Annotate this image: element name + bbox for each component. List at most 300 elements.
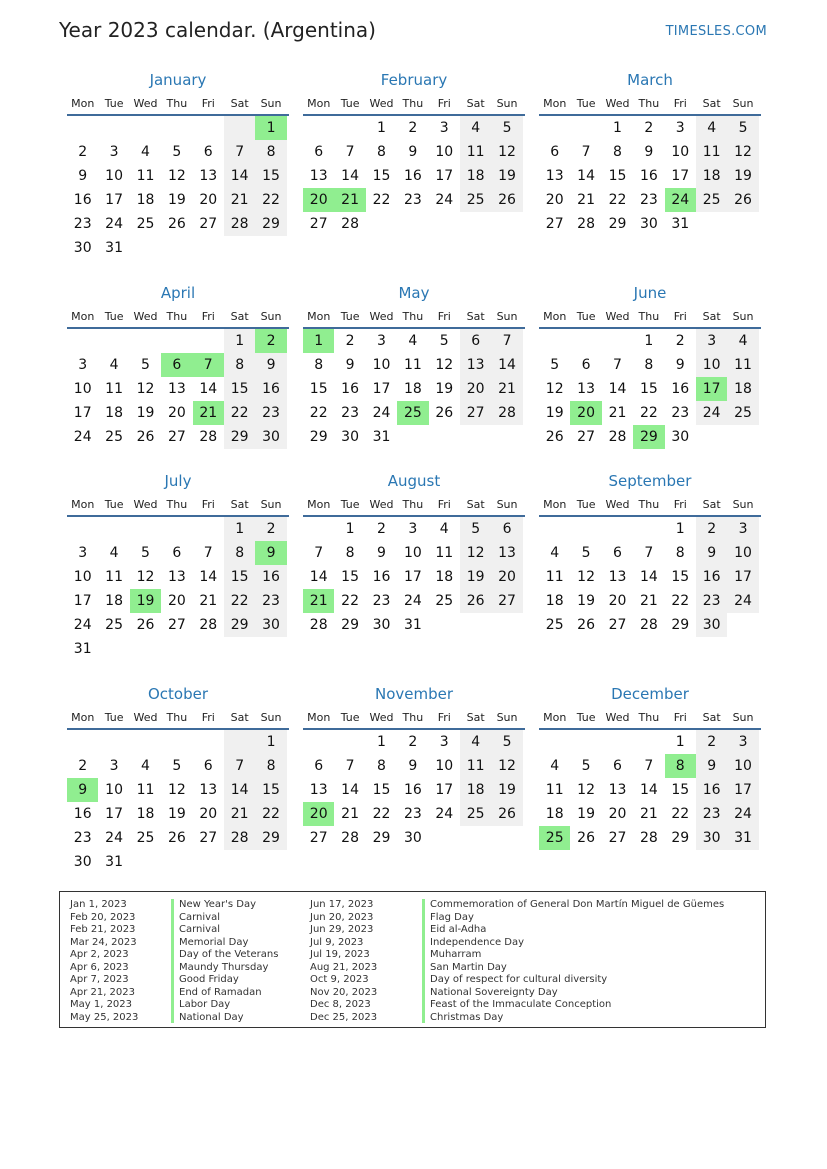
day-cell: 22 <box>224 401 255 425</box>
day-cell: 16 <box>403 782 422 798</box>
day-cell: 3 <box>727 730 758 754</box>
day-cell-empty <box>539 730 570 754</box>
day-cell-empty <box>224 850 255 874</box>
day-cell-empty <box>303 730 334 754</box>
day-cell-empty <box>224 730 255 754</box>
weekday-label: Fri <box>437 96 451 110</box>
day-cell: 12 <box>136 381 155 397</box>
day-cell: 19 <box>435 381 454 397</box>
legend-bar-right <box>422 899 425 1023</box>
holiday-day-cell: 21 <box>193 401 224 425</box>
day-cell: 4 <box>727 329 758 353</box>
day-cell: 19 <box>491 164 522 188</box>
day-cell: 14 <box>608 381 627 397</box>
day-cell: 26 <box>545 429 564 445</box>
day-cell-empty <box>161 637 192 661</box>
legend-holiday-name: Flag Day <box>430 911 474 923</box>
day-cell-empty <box>727 212 758 236</box>
day-cell: 11 <box>435 545 454 561</box>
day-cell: 12 <box>577 569 595 585</box>
day-cell: 19 <box>577 593 595 609</box>
holiday-day-cell: 25 <box>539 826 570 850</box>
day-cell: 4 <box>460 730 491 754</box>
day-cell: 17 <box>73 593 92 609</box>
weekday-label: Sun <box>732 309 754 323</box>
weekday-label: Sat <box>230 710 249 724</box>
day-cell: 26 <box>460 589 491 613</box>
weekday-label: Tue <box>340 309 360 323</box>
day-cell: 3 <box>109 758 119 774</box>
day-cell: 6 <box>613 758 622 774</box>
day-cell: 18 <box>460 778 491 802</box>
day-cell: 18 <box>545 593 564 609</box>
legend-date: Feb 21, 2023 <box>70 924 136 935</box>
day-cell: 21 <box>639 806 658 822</box>
day-cell-empty <box>460 212 491 236</box>
weekday-label: Fri <box>201 309 215 323</box>
month-name: April <box>160 284 196 302</box>
holiday-day-cell: 24 <box>665 188 696 212</box>
day-cell: 1 <box>345 521 355 537</box>
weekday-label: Sun <box>260 710 282 724</box>
day-cell: 12 <box>577 782 595 798</box>
day-cell: 5 <box>491 116 522 140</box>
day-cell: 5 <box>439 333 449 349</box>
day-cell: 23 <box>696 802 727 826</box>
holiday-day-cell: 29 <box>633 425 664 449</box>
day-cell-empty <box>67 730 98 754</box>
weekday-label: Mon <box>543 309 567 323</box>
day-cell: 11 <box>105 381 123 397</box>
day-cell: 6 <box>460 329 491 353</box>
day-cell: 23 <box>403 192 422 208</box>
holiday-day-cell: 8 <box>665 754 696 778</box>
weekday-label: Thu <box>402 309 424 323</box>
day-cell: 12 <box>545 381 564 397</box>
day-cell: 5 <box>581 545 591 561</box>
legend-holiday-name: Good Friday <box>179 974 239 985</box>
day-cell: 25 <box>727 401 758 425</box>
month-name: July <box>164 472 192 490</box>
day-cell: 4 <box>109 545 119 561</box>
day-cell: 6 <box>581 357 591 373</box>
day-cell: 22 <box>671 806 690 822</box>
day-cell: 3 <box>109 144 119 160</box>
legend-date: Apr 2, 2023 <box>70 949 129 960</box>
holiday-day-cell: 20 <box>570 401 601 425</box>
day-cell: 14 <box>491 353 522 377</box>
legend-date: Jun 29, 2023 <box>310 924 374 935</box>
day-grid <box>539 116 759 236</box>
day-cell: 24 <box>435 192 454 208</box>
weekday-label: Wed <box>133 96 158 110</box>
day-cell: 24 <box>105 216 123 232</box>
day-cell: 30 <box>639 216 658 232</box>
day-cell: 18 <box>545 806 564 822</box>
weekday-label: Tue <box>576 710 596 724</box>
day-cell: 11 <box>105 569 123 585</box>
day-cell-empty <box>130 236 161 260</box>
day-cell: 8 <box>613 144 622 160</box>
weekday-label: Tue <box>576 96 596 110</box>
day-grid <box>539 329 759 449</box>
legend-holiday-name: Carnival <box>179 911 220 923</box>
day-cell: 5 <box>550 357 560 373</box>
day-cell: 22 <box>639 405 658 421</box>
day-cell: 24 <box>727 589 758 613</box>
day-cell: 4 <box>696 116 727 140</box>
day-cell: 20 <box>167 405 186 421</box>
weekday-label: Mon <box>71 309 95 323</box>
weekday-header <box>67 493 289 517</box>
day-cell-empty <box>429 212 460 236</box>
day-cell: 5 <box>460 517 491 541</box>
weekday-label: Tue <box>104 710 124 724</box>
month-name: November <box>374 685 454 703</box>
day-cell: 7 <box>581 144 591 160</box>
day-cell: 5 <box>172 758 182 774</box>
day-cell: 24 <box>435 806 454 822</box>
weekday-label: Sat <box>466 96 485 110</box>
day-cell: 27 <box>608 617 627 633</box>
day-cell: 25 <box>435 593 454 609</box>
day-cell: 21 <box>491 377 522 401</box>
weekday-label: Sat <box>702 497 721 511</box>
day-cell: 22 <box>372 192 391 208</box>
day-cell: 7 <box>491 329 522 353</box>
day-grid <box>539 730 759 850</box>
weekday-label: Thu <box>402 497 424 511</box>
day-cell: 23 <box>372 593 391 609</box>
day-cell: 16 <box>73 192 92 208</box>
day-cell: 6 <box>203 758 213 774</box>
day-grid <box>67 329 287 449</box>
day-cell: 16 <box>341 381 359 397</box>
day-cell: 2 <box>696 730 727 754</box>
day-cell: 21 <box>639 593 658 609</box>
day-cell: 17 <box>73 405 92 421</box>
day-cell: 13 <box>608 569 627 585</box>
holiday-day-cell: 20 <box>303 188 334 212</box>
weekday-label: Wed <box>605 96 630 110</box>
day-cell: 15 <box>224 565 255 589</box>
day-cell: 27 <box>167 429 186 445</box>
day-cell: 15 <box>341 569 359 585</box>
day-grid <box>303 517 523 637</box>
day-cell: 27 <box>167 617 186 633</box>
weekday-label: Tue <box>340 497 360 511</box>
holiday-day-cell: 1 <box>303 329 334 353</box>
weekday-label: Sat <box>702 309 721 323</box>
holiday-day-cell: 2 <box>255 329 286 353</box>
day-cell: 13 <box>167 569 186 585</box>
day-cell: 13 <box>309 168 328 184</box>
day-cell: 9 <box>408 144 418 160</box>
day-cell-empty <box>429 613 460 637</box>
day-cell: 30 <box>73 240 92 256</box>
day-cell: 18 <box>136 806 155 822</box>
day-cell: 23 <box>696 589 727 613</box>
day-cell: 2 <box>255 517 286 541</box>
weekday-label: Thu <box>638 710 660 724</box>
day-cell-empty <box>397 425 428 449</box>
day-cell: 1 <box>224 329 255 353</box>
day-cell: 9 <box>408 758 418 774</box>
day-cell: 2 <box>377 521 386 537</box>
legend-date: Jun 20, 2023 <box>310 911 374 923</box>
weekday-label: Mon <box>543 497 567 511</box>
day-cell: 22 <box>608 192 627 208</box>
day-cell-empty <box>491 613 522 637</box>
day-cell-empty <box>130 116 161 140</box>
day-cell: 9 <box>78 168 88 184</box>
month-june <box>539 283 761 449</box>
day-cell: 23 <box>341 405 359 421</box>
day-cell: 26 <box>491 188 522 212</box>
day-cell: 23 <box>403 806 422 822</box>
day-cell: 7 <box>224 754 255 778</box>
legend-date: Apr 21, 2023 <box>70 986 136 998</box>
day-cell: 25 <box>696 188 727 212</box>
day-cell: 12 <box>491 140 522 164</box>
day-cell: 24 <box>73 617 92 633</box>
day-cell: 10 <box>727 541 758 565</box>
legend-dates-left <box>70 899 138 1024</box>
day-grid <box>303 730 523 850</box>
legend-holiday-name: National Sovereignty Day <box>430 986 558 998</box>
day-cell-empty <box>255 637 286 661</box>
day-cell: 2 <box>675 333 685 349</box>
day-cell-empty <box>67 116 98 140</box>
day-cell: 8 <box>377 144 386 160</box>
legend-holiday-name: End of Ramadan <box>179 986 262 998</box>
holiday-day-cell: 9 <box>255 541 286 565</box>
day-cell: 31 <box>727 826 758 850</box>
weekday-header <box>67 706 289 730</box>
day-cell: 21 <box>608 405 627 421</box>
day-cell: 11 <box>136 168 155 184</box>
weekday-label: Tue <box>576 497 596 511</box>
weekday-label: Fri <box>437 497 451 511</box>
day-cell: 28 <box>309 617 328 633</box>
day-cell: 29 <box>608 216 627 232</box>
day-cell: 1 <box>377 734 386 750</box>
day-cell: 29 <box>671 830 690 846</box>
day-cell: 9 <box>377 545 386 561</box>
day-cell: 22 <box>372 806 391 822</box>
day-cell: 15 <box>255 778 286 802</box>
weekday-label: Wed <box>369 96 394 110</box>
holiday-day-cell: 7 <box>193 353 224 377</box>
day-cell: 16 <box>639 168 658 184</box>
day-cell: 16 <box>372 569 391 585</box>
weekday-label: Sat <box>230 497 249 511</box>
day-cell: 6 <box>314 144 324 160</box>
weekday-label: Tue <box>576 309 596 323</box>
day-cell: 10 <box>73 569 92 585</box>
day-cell: 17 <box>372 381 391 397</box>
legend-holiday-name: New Year's Day <box>179 899 257 910</box>
legend-holiday-name: Maundy Thursday <box>179 961 269 973</box>
weekday-label: Sun <box>732 710 754 724</box>
day-grid <box>67 517 287 661</box>
day-cell: 28 <box>199 429 218 445</box>
day-cell-empty <box>303 116 334 140</box>
day-cell-empty <box>193 116 224 140</box>
month-december <box>539 684 761 850</box>
day-cell: 20 <box>491 565 522 589</box>
day-cell: 30 <box>255 613 286 637</box>
day-cell: 29 <box>224 613 255 637</box>
day-cell-empty <box>429 826 460 850</box>
day-cell: 17 <box>105 192 123 208</box>
day-cell: 2 <box>345 333 355 349</box>
day-cell: 16 <box>73 806 92 822</box>
day-cell: 31 <box>403 617 422 633</box>
day-cell-empty <box>460 613 491 637</box>
weekday-label: Thu <box>402 96 424 110</box>
day-cell: 10 <box>727 754 758 778</box>
holiday-day-cell: 21 <box>303 589 334 613</box>
day-cell: 15 <box>372 782 391 798</box>
month-name: December <box>611 685 689 703</box>
day-cell: 19 <box>577 806 595 822</box>
day-cell: 28 <box>491 401 522 425</box>
day-cell: 13 <box>608 782 627 798</box>
day-cell: 29 <box>372 830 391 846</box>
day-cell: 15 <box>608 168 627 184</box>
day-cell: 9 <box>696 541 727 565</box>
day-cell: 11 <box>696 140 727 164</box>
weekday-label: Tue <box>340 96 360 110</box>
weekday-label: Mon <box>71 710 95 724</box>
day-cell: 1 <box>224 517 255 541</box>
day-cell: 9 <box>696 754 727 778</box>
legend-date: Nov 20, 2023 <box>310 986 378 998</box>
day-cell-empty <box>130 850 161 874</box>
day-cell: 22 <box>309 405 328 421</box>
day-cell: 14 <box>341 168 359 184</box>
legend-date: May 1, 2023 <box>70 999 133 1010</box>
day-cell-empty <box>460 425 491 449</box>
day-cell: 11 <box>403 357 422 373</box>
weekday-header <box>539 706 761 730</box>
weekday-header <box>67 305 289 329</box>
weekday-label: Sat <box>230 309 249 323</box>
day-cell-empty <box>193 236 224 260</box>
month-name: January <box>149 71 207 89</box>
day-cell: 18 <box>136 192 155 208</box>
weekday-label: Sat <box>702 96 721 110</box>
day-cell: 26 <box>435 405 454 421</box>
day-cell: 25 <box>460 802 491 826</box>
day-cell-empty <box>193 637 224 661</box>
day-cell: 30 <box>372 617 391 633</box>
weekday-label: Sun <box>496 309 518 323</box>
day-cell: 1 <box>255 730 286 754</box>
holiday-day-cell: 25 <box>397 401 428 425</box>
weekday-label: Thu <box>638 309 660 323</box>
day-cell: 25 <box>460 188 491 212</box>
legend-holiday-name: Labor Day <box>179 999 231 1010</box>
month-name: June <box>633 284 667 302</box>
day-cell: 19 <box>167 806 186 822</box>
weekday-label: Tue <box>340 710 360 724</box>
weekday-header <box>303 706 525 730</box>
weekday-label: Sat <box>466 710 485 724</box>
day-cell: 12 <box>435 357 454 373</box>
legend-holiday-name: National Day <box>179 1011 244 1023</box>
day-cell: 16 <box>696 778 727 802</box>
legend-holiday-name: Commemoration of General Don Martín Miguel de Güemes <box>430 899 725 910</box>
day-cell-empty <box>334 730 365 754</box>
day-cell: 29 <box>224 425 255 449</box>
day-cell-empty <box>570 329 601 353</box>
month-january <box>67 70 289 260</box>
day-cell: 6 <box>613 545 622 561</box>
day-cell: 16 <box>696 565 727 589</box>
day-cell-empty <box>161 850 192 874</box>
month-august <box>303 471 525 637</box>
month-may <box>303 283 525 449</box>
day-cell: 8 <box>314 357 324 373</box>
day-cell: 14 <box>224 778 255 802</box>
weekday-label: Sun <box>496 497 518 511</box>
day-cell: 19 <box>136 405 155 421</box>
day-grid <box>539 517 759 637</box>
day-cell-empty <box>67 329 98 353</box>
day-cell: 27 <box>577 429 595 445</box>
day-cell-empty <box>570 730 601 754</box>
site-link[interactable]: TIMESLES.COM <box>665 24 767 39</box>
day-grid <box>303 116 523 236</box>
day-cell: 17 <box>671 168 690 184</box>
weekday-label: Mon <box>307 309 331 323</box>
weekday-label: Thu <box>638 96 660 110</box>
month-name: May <box>398 284 430 302</box>
day-cell: 26 <box>136 429 155 445</box>
day-cell-empty <box>224 116 255 140</box>
day-cell: 15 <box>255 164 286 188</box>
month-july <box>67 471 289 661</box>
day-cell: 14 <box>639 782 658 798</box>
day-cell: 8 <box>255 754 286 778</box>
day-cell-empty <box>570 116 601 140</box>
weekday-label: Fri <box>437 309 451 323</box>
day-cell: 5 <box>727 116 758 140</box>
day-cell: 27 <box>199 830 218 846</box>
weekday-label: Fri <box>673 309 687 323</box>
day-cell: 18 <box>105 593 123 609</box>
day-cell: 27 <box>199 216 218 232</box>
day-cell: 6 <box>491 517 522 541</box>
day-cell: 8 <box>644 357 654 373</box>
page-title: Year 2023 calendar. (Argentina) <box>59 18 376 42</box>
weekday-label: Sun <box>496 96 518 110</box>
day-cell: 19 <box>491 778 522 802</box>
day-cell: 30 <box>255 425 286 449</box>
day-cell: 13 <box>199 782 218 798</box>
day-cell-empty <box>193 517 224 541</box>
day-cell: 27 <box>460 401 491 425</box>
day-cell: 3 <box>78 357 88 373</box>
holiday-day-cell: 9 <box>67 778 98 802</box>
day-cell: 17 <box>403 569 422 585</box>
day-cell: 10 <box>73 381 92 397</box>
day-cell: 23 <box>73 830 92 846</box>
weekday-label: Thu <box>166 309 188 323</box>
weekday-label: Fri <box>437 710 451 724</box>
